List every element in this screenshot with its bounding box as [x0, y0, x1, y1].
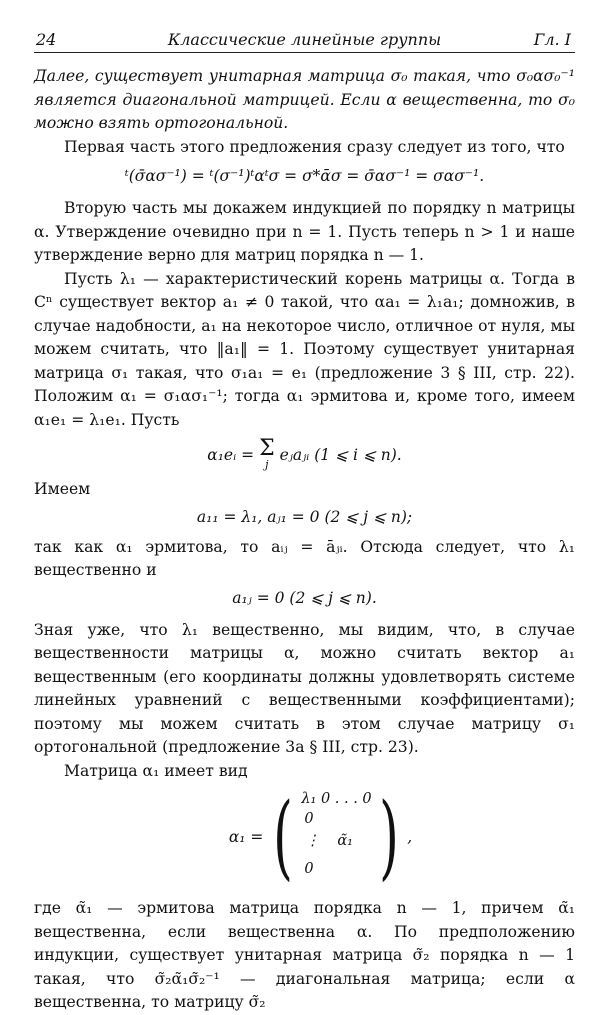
- hermitian-paragraph: так как α₁ эрмитова, то aᵢⱼ = āⱼᵢ. Отсюда следует, что λ₁ вещественно и: [34, 537, 575, 579]
- matrix-intro: Матрица α₁ имеет вид: [64, 761, 248, 780]
- left-paren: (: [273, 783, 294, 890]
- formula-sum: [34, 436, 575, 472]
- block-matrix: [68, 783, 575, 890]
- sum-operator: [259, 436, 275, 472]
- page-number: 24: [36, 30, 57, 49]
- matrix-block-entry: α̃₁: [337, 833, 353, 849]
- have-label: Имеем: [34, 480, 91, 498]
- formula-transpose: ᵗ(σ̄ασ⁻¹) = ᵗ(σ⁻¹)ᵗαᵗσ = σ*ᾱσ = σ̄ασ⁻¹ = σασ⁻¹.: [124, 167, 485, 185]
- matrix-trailing-comma: ,: [407, 828, 413, 846]
- sigma-symbol: Σ: [259, 436, 275, 461]
- sum-index: j: [265, 458, 269, 471]
- eigenvector-paragraph: Пусть λ₁ — характеристический корень матрицы α. Тогда в Cⁿ существует вектор a₁ ≠ 0 такой, что αa₁ = λ₁a₁; домножив, в случае надобности, a₁ на некоторое число, отличное от нуля, мы можем считать, что ‖a₁‖ = 1. Поэтому существует унитарная матрица σ₁ такая, что σ₁a₁ = e₁ (предложение 3 § III, стр. 22). Положим α₁ = σ₁ασ₁⁻¹; тогда α₁ эрмитова и, кроме того, имеем α₁e₁ = λ₁e₁. Пусть: [34, 269, 575, 429]
- right-paren: ): [379, 783, 400, 890]
- proof-intro: Первая часть этого предложения сразу следует из того, что: [64, 137, 565, 156]
- induction-step-paragraph: где α̃₁ — эрмитова матрица порядка n — 1, причем α̃₁ вещественна, если вещественна α. По предположению индукции, существует унитарная матрица σ̃₂ порядка n — 1 такая, что σ̃₂α̃₁σ̃₂⁻¹ — диагональная матрица; если α вещественна, то матрицу σ̃₂: [34, 899, 575, 1011]
- running-title: Классические линейные группы: [167, 30, 442, 49]
- running-header: [34, 26, 575, 53]
- chapter-label: Гл. I: [533, 30, 571, 49]
- book-page: [34, 26, 575, 1015]
- formula-entries: a₁₁ = λ₁, aⱼ₁ = 0 (2 ⩽ j ⩽ n);: [196, 507, 413, 526]
- formula-sum-left: α₁eᵢ =: [207, 446, 255, 464]
- formula-sum-right: eⱼaⱼᵢ (1 ⩽ i ⩽ n).: [279, 446, 402, 464]
- matrix-zero-bottom: 0: [304, 861, 314, 877]
- induction-paragraph: Вторую часть мы докажем индукцией по порядку n матрицы α. Утверждение очевидно при n = 1. Пусть теперь n > 1 и наше утверждение верно для матриц порядка n — 1.: [34, 199, 575, 264]
- formula-row-zero: a₁ⱼ = 0 (2 ⩽ j ⩽ n).: [232, 588, 377, 607]
- real-case-paragraph: Зная уже, что λ₁ вещественно, мы видим, что, в случае вещественности матрицы α, можно считать вектор a₁ вещественным (его координаты должны удовлетворять системе линейных уравнений с вещественными коэффициентами); поэтому мы можем считать в этом случае матрицу σ₁ ортогональной (предложение 3а § III, стр. 23).: [34, 620, 575, 756]
- statement-paragraph: Далее, существует унитарная матрица σ₀ такая, что σ₀ασ₀⁻¹ является диагональной матрицей. Если α вещественна, то σ₀ можно взять ортогональной.: [34, 67, 575, 132]
- matrix-first-row: λ₁ 0 . . . 0: [301, 791, 372, 807]
- matrix-vertical-dots: ⋮: [305, 833, 320, 849]
- matrix-lhs: α₁ =: [228, 828, 264, 846]
- matrix-body: [301, 789, 371, 885]
- matrix-zero-top: 0: [304, 811, 314, 827]
